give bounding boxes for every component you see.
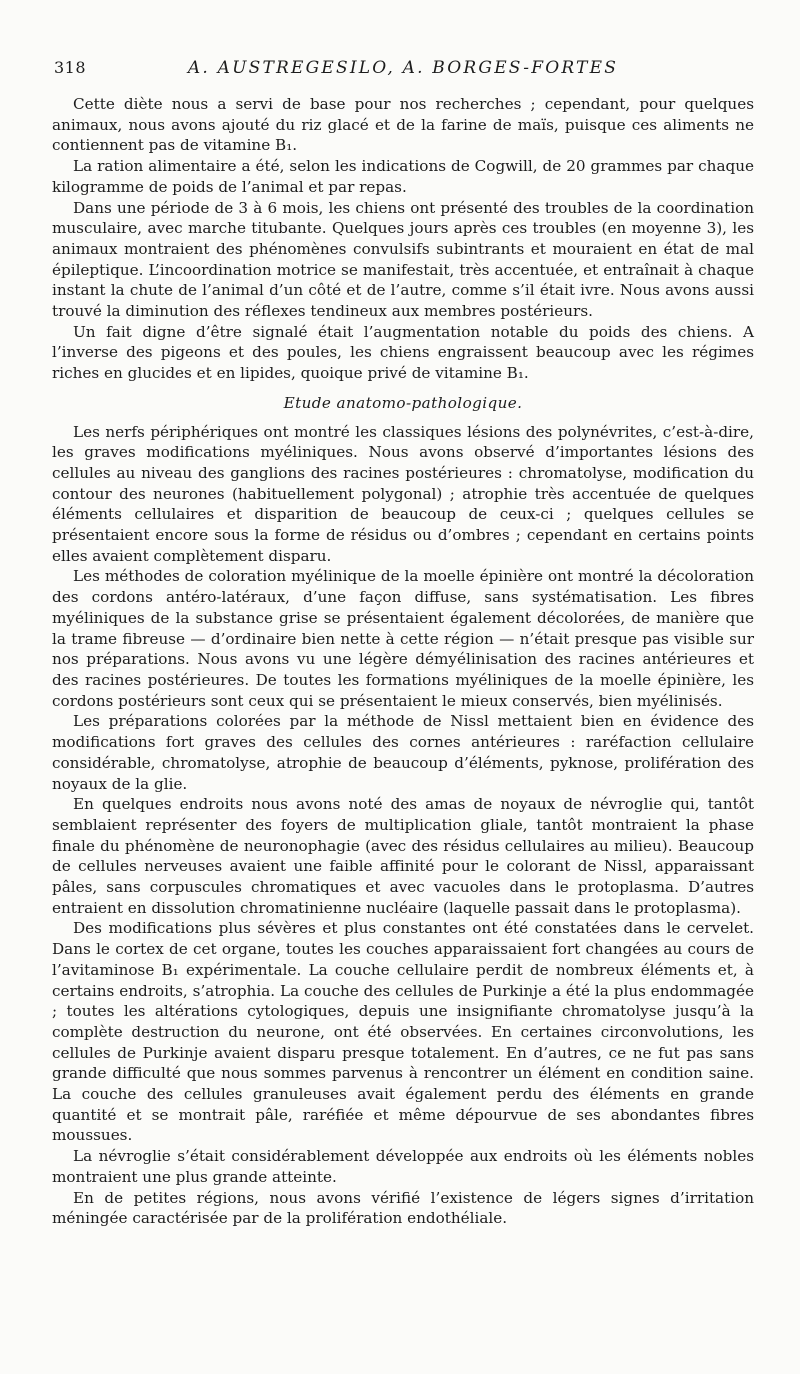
paragraph: Dans une période de 3 à 6 mois, les chiens ont présenté des troubles de la coordination musculaire, avec marche titubante. Quelques jours après ces troubles (en moyenne 3), les animaux montraient des phénomènes convulsifs subintrants et mouraient en état de mal épileptique. L’incoordination motrice se manifestait, très accentuée, et entraînait à chaque instant la chute de l’animal d’un côté et de l’autre, comme s’il était ivre. Nous avons aussi trouvé la diminution des réflexes tendineux aux membres postérieurs. — [52, 198, 754, 321]
paragraph: Un fait digne d’être signalé était l’augmentation notable du poids des chiens. A l’inverse des pigeons et des poules, les chiens engraissent beaucoup avec les régimes riches en glucides et en lipides, quoique privé de vitamine B₁. — [52, 322, 754, 383]
page-number: 318 — [54, 58, 87, 77]
paragraph: En de petites régions, nous avons vérifié l’existence de légers signes d’irritation méningée caractérisée par de la prolifération endothéliale. — [52, 1188, 754, 1228]
section-title: Etude anatomo-pathologique. — [283, 393, 523, 412]
paragraph: La névroglie s’était considérablement développée aux endroits où les éléments nobles montraient une plus grande atteinte. — [52, 1147, 754, 1186]
paragraph: En quelques endroits nous avons noté des amas de noyaux de névroglie qui, tantôt semblaient représenter des foyers de multiplication gliale, tantôt montraient la phase finale du phénomène de neuronophagie (avec des résidus cellulaires au milieu). Beaucoup de cellules nerveuses avaient une faible affinité pour le colorant de Nissl, apparaissant pâles, sans corpuscules chromatiques et avec vacuoles dans le protoplasma. D’autres entraient en dissolution chromatinienne nucléaire (laquelle passait dans le protoplasma). — [52, 795, 754, 917]
paragraph: Des modifications plus sévères et plus constantes ont été constatées dans le cervelet. Dans le cortex de cet organe, toutes les couches apparaissaient fort changées au cours de l’avitaminose B₁ expérimentale. La couche cellulaire perdit de nombreux éléments et, à certains endroits, s’atrophia. La couche des cellules de Purkinje a été la plus endommagée ; toutes les altérations cytologiques, depuis une insignifiante chromatolyse jusqu’à la complète destruction du neurone, ont été observées. En certaines circonvolutions, les cellules de Purkinje avaient disparu presque totalement. En d’autres, ce ne fut pas sans grande difficulté que nous sommes parvenus à rencontrer un élément en condition saine. La couche des cellules granuleuses avait également perdu des éléments en grande quantité et se montrait pâle, raréfiée et même dépourvue de ses abondantes fibres moussues. — [52, 919, 754, 1145]
paragraph: Les nerfs périphériques ont montré les classiques lésions des polynévrites, c’est-à-dire, les graves modifications myéliniques. Nous avons observé d’importantes lésions des cellules au niveau des ganglions des racines postérieures : chromatolyse, modification du contour des neurones (habituellement polygonal) ; atrophie très accentuée de quelques éléments cellulaires et disparition de beaucoup de ceux-ci ; quelques cellules se présentaient encore sous la forme de résidus ou d’ombres ; cependant en certains points elles avaient complètement disparu. — [52, 422, 754, 565]
paragraph: Les préparations colorées par la méthode de Nissl mettaient bien en évidence des modifications fort graves des cellules des cornes antérieures : raréfaction cellulaire considérable, chromatolyse, atrophie de beaucoup d’éléments, pyknose, prolifération des noyaux de la glie. — [52, 712, 754, 793]
paragraph: Les méthodes de coloration myélinique de la moelle épinière ont montré la décoloration des cordons antéro-latéraux, d’une façon diffuse, sans systématisation. Les fibres myéliniques de la substance grise se présentaient également décolorées, de manière que la trame fibreuse — d’ordinaire bien nette à cette région — n’était presque pas visible sur nos préparations. Nous avons vu une légère démyélinisation des racines antérieures et des racines postérieures. De toutes les formations myéliniques de la moelle épinière, les cordons postérieurs sont ceux qui se présentaient le mieux conservés, bien myélinisés. — [52, 567, 754, 710]
paragraph: Cette diète nous a servi de base pour nos recherches ; cependant, pour quelques animaux, nous avons ajouté du riz glacé et de la farine de maïs, puisque ces aliments ne contiennent pas de vitamine B₁. — [52, 95, 754, 155]
page-header — [52, 58, 754, 88]
paragraph: La ration alimentaire a été, selon les indications de Cogwill, de 20 grammes par chaque kilogramme de poids de l’animal et par repas. — [52, 157, 754, 196]
article-body — [52, 94, 754, 1229]
running-head: A. AUSTREGESILO, A. BORGES-FORTES — [187, 58, 619, 78]
